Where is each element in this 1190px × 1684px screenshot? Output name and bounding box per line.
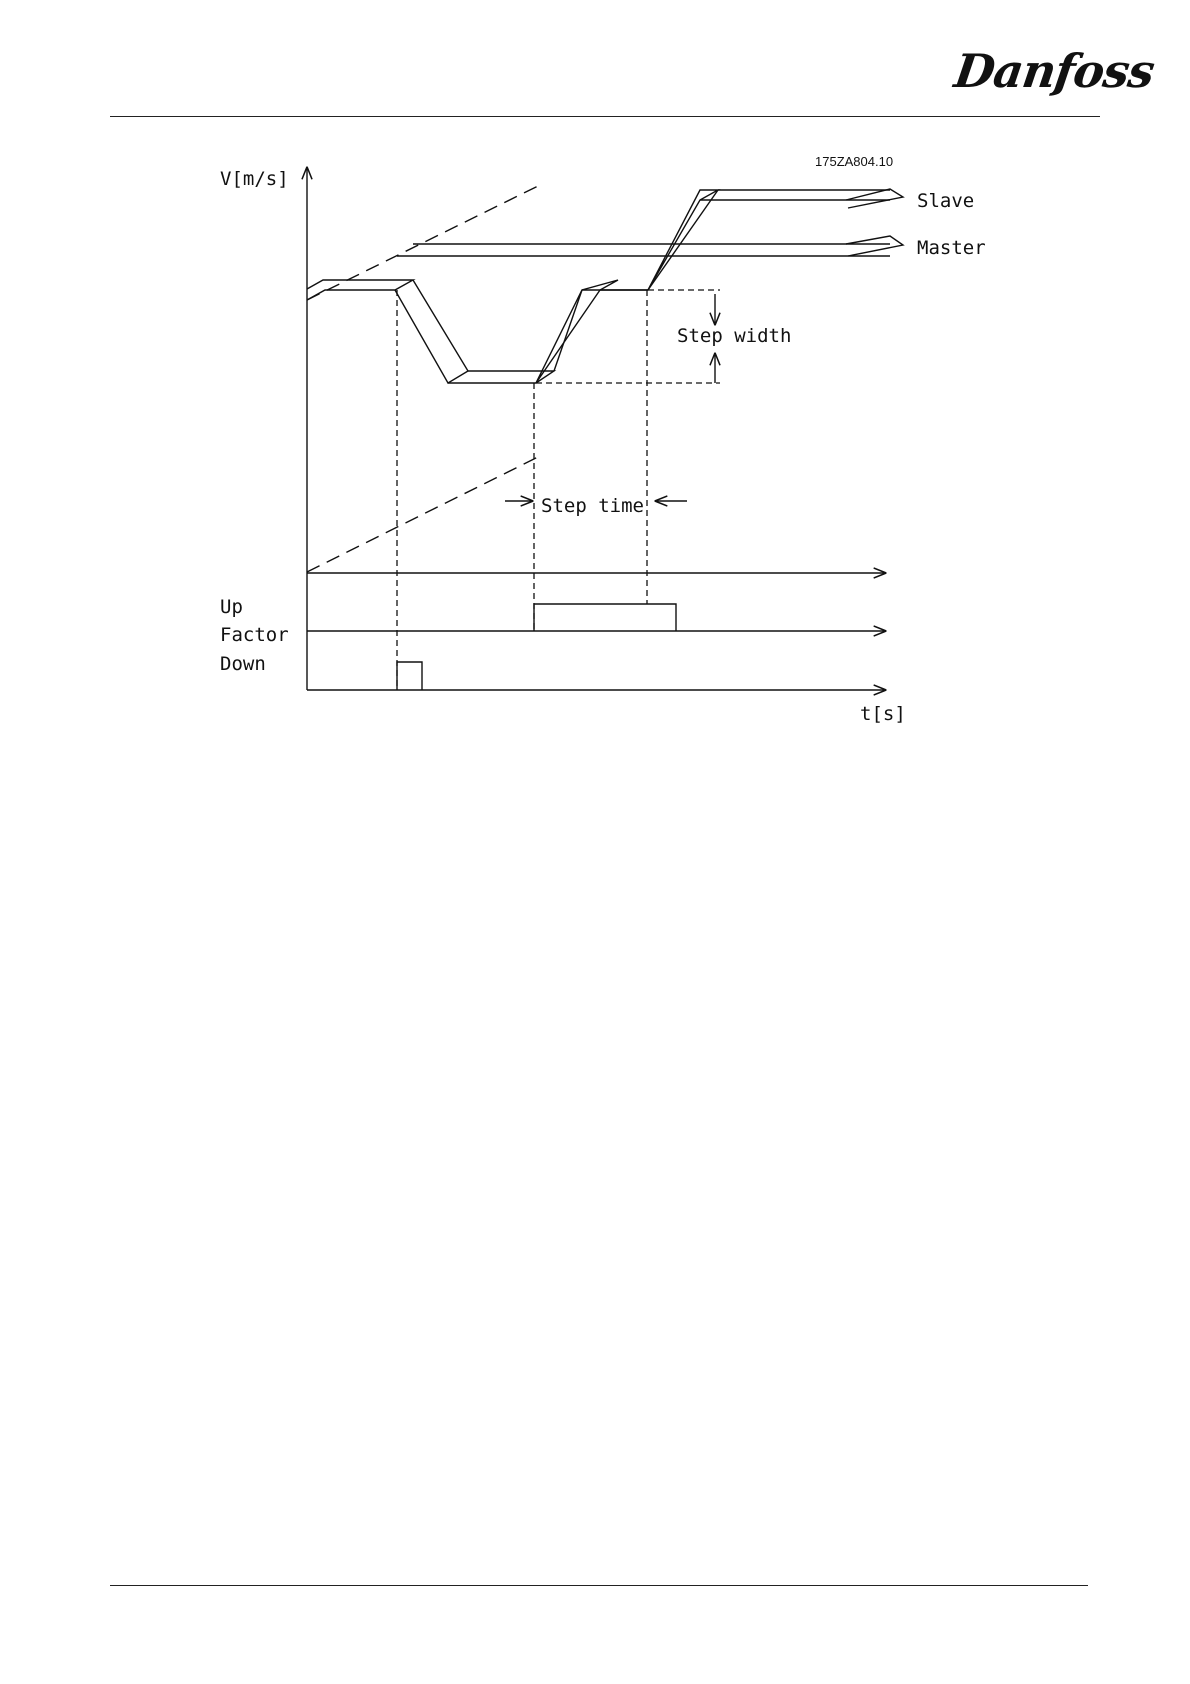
step-width-label: Step width xyxy=(677,325,792,347)
step-time-label: Step time xyxy=(541,495,644,517)
up-factor-pulse xyxy=(534,604,676,631)
slave-label: Slave xyxy=(917,190,975,212)
x-axis-label: t[s] xyxy=(860,703,906,725)
ramp-guide-upper xyxy=(307,185,540,300)
figure-code: 175ZA804.10 xyxy=(815,154,894,169)
up-label: Up xyxy=(220,596,243,618)
ramp-guide-lower xyxy=(307,457,538,572)
footer-rule xyxy=(110,1585,1088,1586)
master-band xyxy=(397,236,903,256)
down-factor-pulse xyxy=(397,662,422,690)
factor-label: Factor xyxy=(220,624,289,646)
master-label: Master xyxy=(917,237,986,259)
down-label: Down xyxy=(220,653,266,675)
danfoss-logo: Danfoss xyxy=(951,44,1158,98)
y-axis-label: V[m/s] xyxy=(220,168,289,190)
